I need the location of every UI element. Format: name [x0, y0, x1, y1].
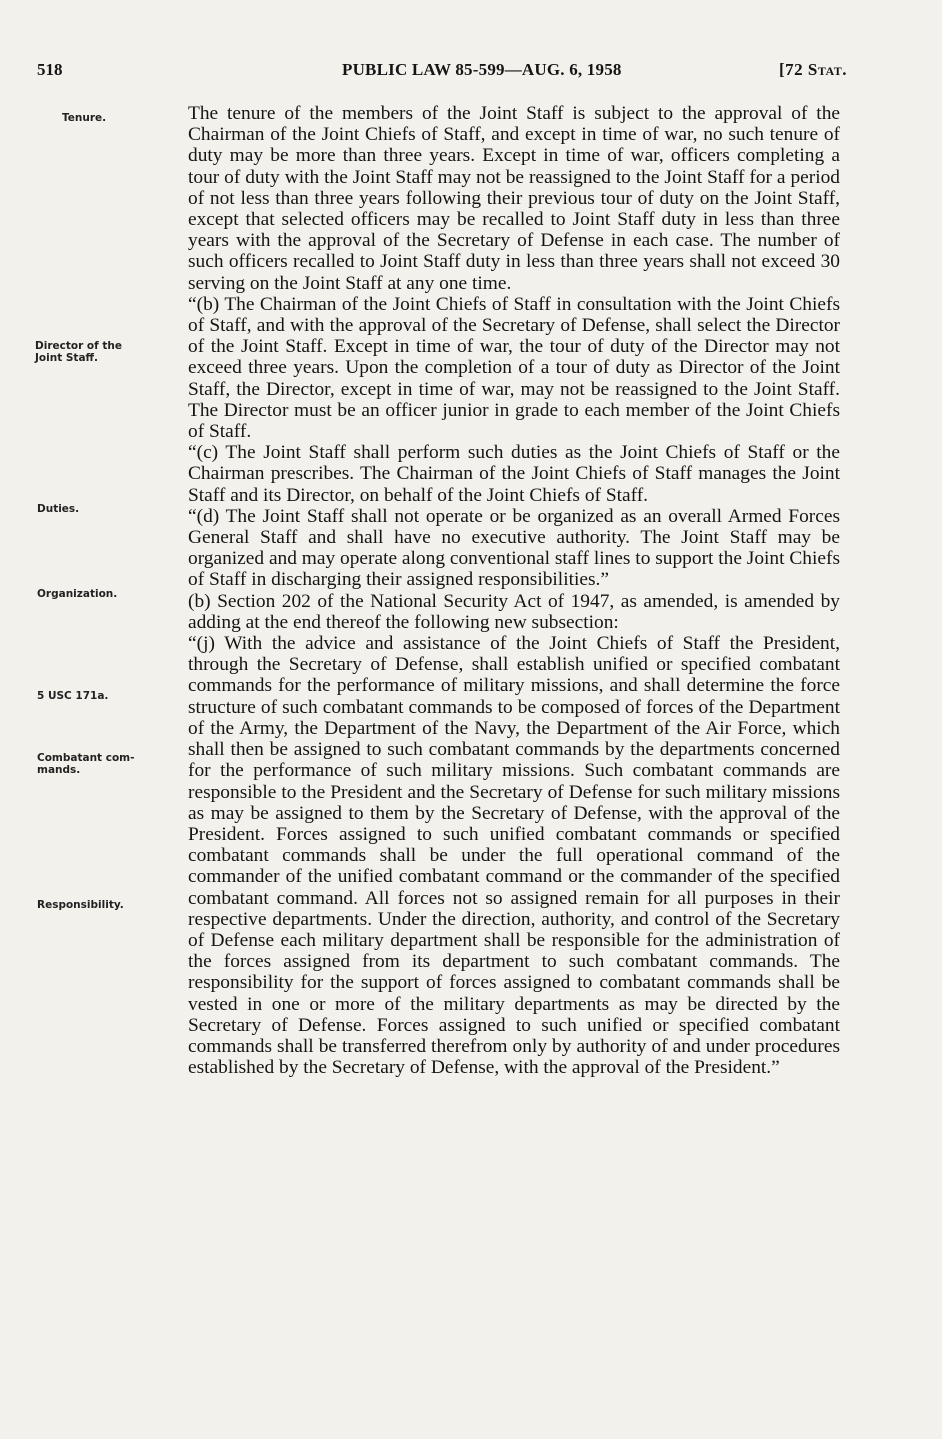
paragraph-combatant-commands: “(j) With the advice and assistance of the Joint Chiefs of Staff the President, through the Secretary of Defense, shall establish unified or specified combatant commands for the performance of military missions, and shall determine the force structure of such combatant commands to be composed of forces of the Department of the Army, the Department of the Navy, the Department of the Air Force, which shall then be assigned to such combatant commands by the departments concerned for the performance of such military missions. Such combatant commands are responsible to the President and the Secretary of Defense for such military missions as may be assigned to them by the Secretary of Defense, with the approval of the President. Forces assigned to such unified combatant commands or specified combatant commands shall be under the full operational command of the commander of the unified combatant command or the commander of the specified combatant command. All forces not so assigned remain for all purposes in their respective departments. Under the direction, authority, and control of the Secretary of Defense each military department shall be responsible for the administration of the forces assigned from its department to such combatant commands. The responsibility for the support of forces assigned to combatant commands shall be vested in one or more of the military departments as may be directed by the Secretary of Defense. Forces assigned to such unified or specified combatant commands shall be transferred therefrom only by authority of and under procedures established by the Secretary of Defense, with the approval of the President.”: [188, 633, 840, 1079]
margin-note-director: Director of the Joint Staff.: [35, 340, 122, 364]
running-title: PUBLIC LAW 85-599—AUG. 6, 1958: [342, 60, 622, 79]
margin-note-tenure: Tenure.: [62, 112, 107, 124]
margin-note-organization: Organization.: [37, 588, 118, 600]
margin-note-responsibility: Responsibility.: [37, 899, 124, 911]
margin-note-combatant-commands: Combatant com- mands.: [37, 752, 135, 776]
volume-reference: [72 Stat.: [778, 60, 847, 79]
paragraph-organization: “(d) The Joint Staff shall not operate or be organized as an overall Armed Forces General Staff and shall have no executive authority. The Joint Staff may be organized and may operate along conventional staff lines to support the Joint Chiefs of Staff in discharging their assigned responsibilities.”: [188, 505, 840, 591]
margin-note-usc: 5 USC 171a.: [37, 690, 109, 702]
page-header: [37, 60, 847, 84]
page-number: 518: [37, 60, 63, 79]
paragraph-tenure: The tenure of the members of the Joint Staff is subject to the approval of the Chairman of the Joint Chiefs of Staff, and except in time of war, no such tenure of duty may be more than three years. Except in time of war, officers completing a tour of duty with the Joint Staff may not be reassigned to the Joint Staff for a period of not less than three years following their previous tour of duty on the Joint Staff, except that selected officers may be recalled to Joint Staff duty in less than three years with the approval of the Secretary of Defense in each case. The number of such officers recalled to Joint Staff duty in less than three years shall not exceed 30 serving on the Joint Staff at any one time.: [188, 103, 840, 294]
paragraph-director: “(b) The Chairman of the Joint Chiefs of Staff in consultation with the Joint Chiefs of Staff, and with the approval of the Secretary of Defense, shall select the Director of the Joint Staff. Except in time of war, the tour of duty of the Director may not exceed three years. Upon the completion of a tour of duty as Director of the Joint Staff, the Director, except in time of war, may not be reassigned to the Joint Staff. The Director must be an officer junior in grade to each member of the Joint Chiefs of Staff.: [188, 293, 840, 443]
paragraph-duties: “(c) The Joint Staff shall perform such duties as the Joint Chiefs of Staff or the Chairman prescribes. The Chairman of the Joint Chiefs of Staff manages the Joint Staff and its Director, on behalf of the Joint Chiefs of Staff.: [188, 442, 840, 506]
margin-note-duties: Duties.: [37, 503, 80, 515]
paragraph-section-202: (b) Section 202 of the National Security Act of 1947, as amended, is amended by adding at the end thereof the following new subsection:: [188, 590, 840, 633]
body-text: [188, 103, 840, 1078]
